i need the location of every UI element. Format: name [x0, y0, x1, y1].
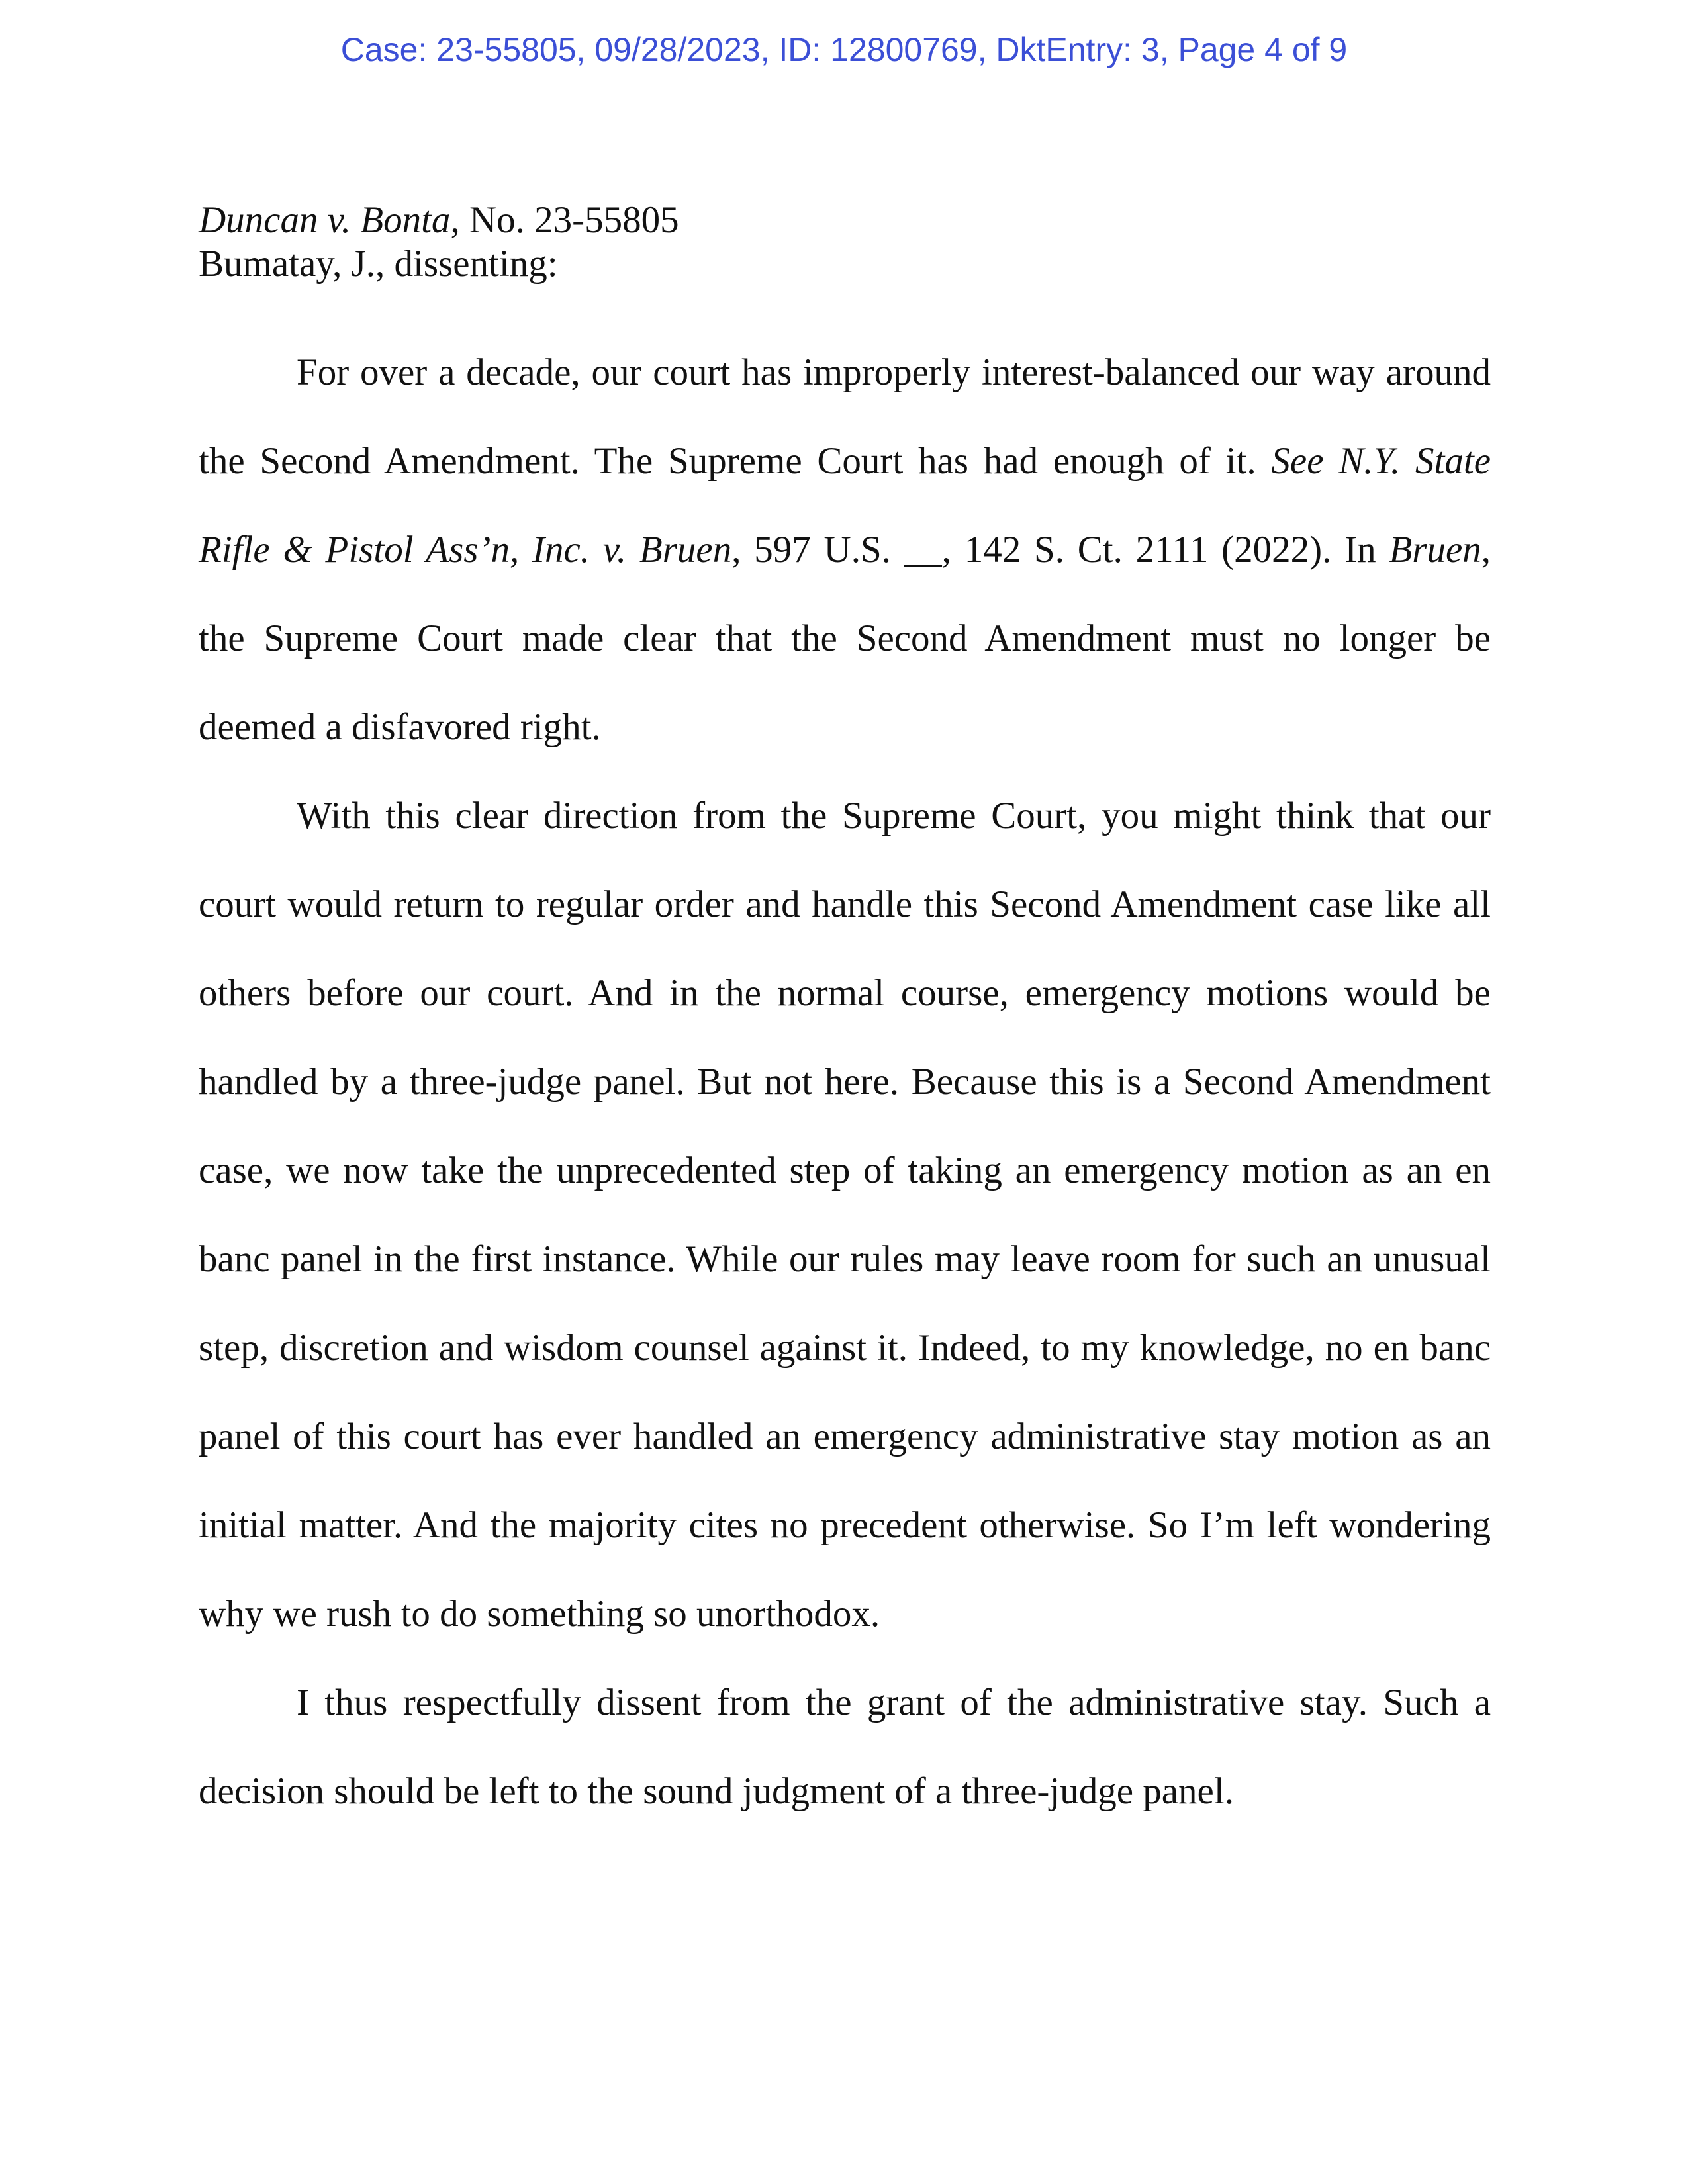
docket-header-stamp: Case: 23-55805, 09/28/2023, ID: 12800769, DktEntry: 3, Page 4 of 9 [340, 31, 1348, 68]
text-line: court would return to regular order and handle this Second Amendment case like all [199, 884, 1491, 925]
text-line: panel of this court has ever handled an emergency administrative stay motion as an [199, 1416, 1491, 1457]
text-line: For over a decade, our court has improperly interest-balanced our way around [297, 351, 1491, 393]
text-line: handled by a three-judge panel. But not here. Because this is a Second Amendment [199, 1061, 1491, 1103]
text-line: the Second Amendment. The Supreme Court has had enough of it. See N.Y. State [199, 440, 1491, 482]
opinion-body [199, 328, 1491, 1836]
text-line: why we rush to do something so unorthodox. [199, 1593, 880, 1635]
paragraph-2 [199, 772, 1491, 1659]
text-line: others before our court. And in the normal course, emergency motions would be [199, 972, 1491, 1014]
text-line: deemed a disfavored right. [199, 706, 601, 748]
case-name: Duncan v. Bonta [199, 199, 451, 241]
text-line: step, discretion and wisdom counsel against it. Indeed, to my knowledge, no en banc [199, 1327, 1491, 1369]
case-caption-line [199, 199, 679, 242]
case-caption [199, 199, 679, 286]
text-line: Rifle & Pistol Ass’n, Inc. v. Bruen, 597 U.S. __, 142 S. Ct. 2111 (2022). In Bruen, [199, 529, 1491, 570]
text-line: decision should be left to the sound judgment of a three-judge panel. [199, 1770, 1234, 1812]
opinion-author: Bumatay, J., dissenting: [199, 243, 558, 285]
case-number: , No. 23-55805 [450, 199, 679, 241]
text-line: case, we now take the unprecedented step of taking an emergency motion as an en [199, 1150, 1491, 1191]
paragraph-1 [199, 328, 1491, 772]
text-line: banc panel in the first instance. While our rules may leave room for such an unusual [199, 1238, 1491, 1280]
text-line: I thus respectfully dissent from the grant of the administrative stay. Such a [297, 1682, 1491, 1723]
text-line: initial matter. And the majority cites no precedent otherwise. So I’m left wondering [199, 1504, 1491, 1546]
paragraph-3 [199, 1659, 1491, 1836]
text-line: the Supreme Court made clear that the Second Amendment must no longer be [199, 617, 1491, 659]
text-line: With this clear direction from the Supreme Court, you might think that our [297, 795, 1491, 837]
